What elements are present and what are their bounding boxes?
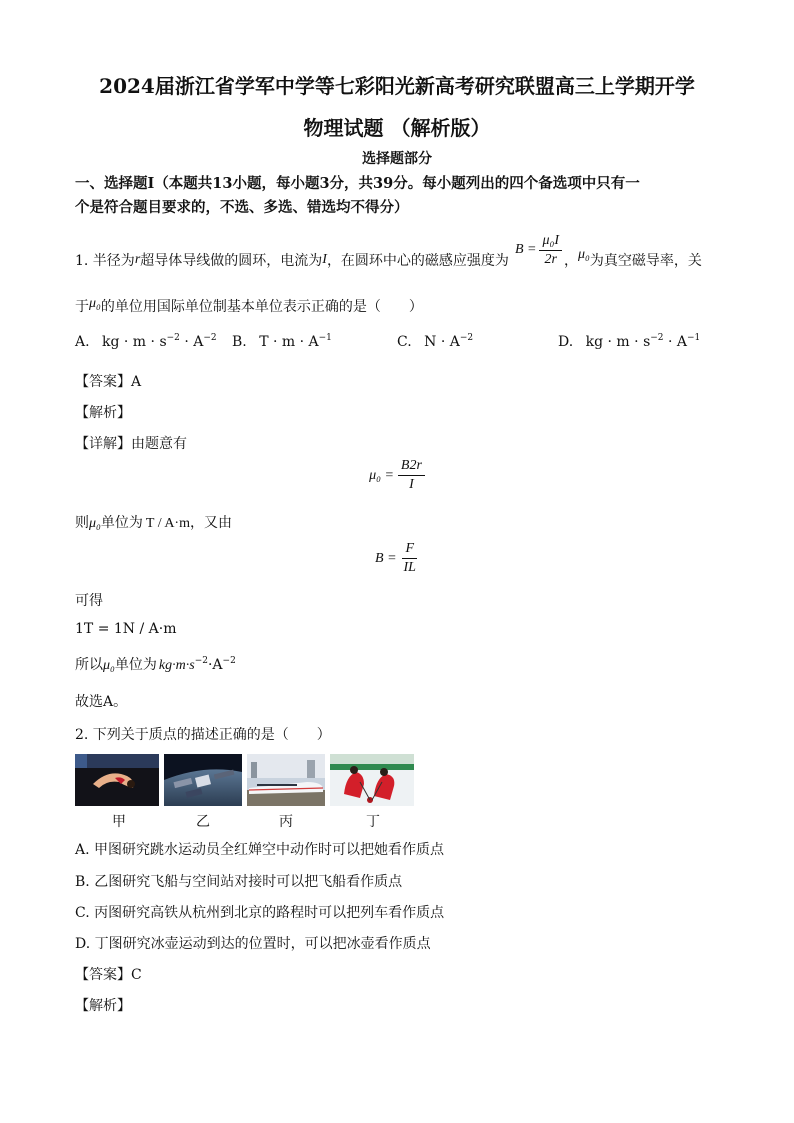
image-train xyxy=(247,754,325,806)
q1-then-b: 单位为 xyxy=(100,515,143,531)
q1-so-mid: ·A xyxy=(207,657,223,673)
q1-answer-tag: 【答案】 xyxy=(75,374,131,390)
section-label: 选择题部分 xyxy=(362,151,432,167)
q1-so-a: 所以 xyxy=(75,657,103,673)
q1-option-d-exp2: −1 xyxy=(687,333,701,343)
q1-equation-b xyxy=(0,541,794,576)
q1-option-b-letter: B. xyxy=(232,334,247,350)
q1-eq2-denominator: IL xyxy=(403,560,416,575)
q1-option-a-exp1: −2 xyxy=(166,333,180,343)
q1-formula-numerator: μ₀I xyxy=(539,233,562,251)
q1-then-mu0: μ₀ xyxy=(89,516,101,531)
q1-so-exp2: −2 xyxy=(222,656,236,666)
q1-detail-line xyxy=(75,433,187,453)
q1-formula-fraction xyxy=(539,233,562,268)
q2-analysis-tag: 【解析】 xyxy=(75,998,131,1014)
q1-analysis-tag: 【解析】 xyxy=(75,405,131,421)
q1-stem-part-a: 1. 半径为 xyxy=(75,253,135,269)
q1-comma: ， xyxy=(564,253,578,269)
q1-eq1-numerator: B2r xyxy=(398,458,425,476)
q1-option-b-exp1: −1 xyxy=(318,333,332,343)
q1-then-line xyxy=(75,512,232,532)
q1-then-c: ，又由 xyxy=(189,515,232,531)
train-illustration xyxy=(247,754,325,806)
q2-option-d: D. 丁图研究冰壶运动到达的位置时，可以把冰壶看作质点 xyxy=(75,936,431,952)
q1-option-a-base: kg · m · s xyxy=(102,334,167,350)
q1-option-d-mid: · A xyxy=(663,334,687,350)
q1-option-c-exp1: −2 xyxy=(459,333,474,343)
q1-so-b: 单位为 xyxy=(114,657,157,673)
q1-so-unit-base: kg·m·s xyxy=(158,658,195,673)
q1-option-a-letter: A. xyxy=(75,334,90,350)
question-1-stem-line1 xyxy=(75,232,702,288)
q1-radius-symbol: r xyxy=(134,252,141,267)
section-heading-line1: 一、选择题Ⅰ（本题共13小题，每小题3分，共39分。每小题列出的四个备选项中只有一 xyxy=(75,175,640,192)
q2-answer-value: C xyxy=(131,967,142,983)
q1-then-unit: T / A·m xyxy=(145,516,190,531)
q1-stem-part-e-post: 的单位用国际单位制基本单位表示正确的是（ ） xyxy=(100,299,423,315)
q1-current-symbol: I xyxy=(322,252,327,267)
q1-mu0-symbol: μ₀ xyxy=(578,247,590,262)
q1-option-d-letter: D. xyxy=(558,334,574,350)
q1-stem-part-e-pre: 于 xyxy=(75,299,89,315)
q1-stem-part-c: ，在圆环中心的磁感应强度为 xyxy=(326,253,509,269)
q1-eq2-fraction xyxy=(401,541,419,576)
q1-option-d xyxy=(558,334,700,350)
q1-option-a xyxy=(75,334,217,350)
question-1-stem-line2 xyxy=(75,296,423,316)
q1-so-line xyxy=(75,654,236,674)
q1-option-d-exp1: −2 xyxy=(650,333,664,343)
q1-eq1-denominator: I xyxy=(409,477,414,492)
q1-option-a-mid: · A xyxy=(179,334,204,350)
spacecraft-illustration xyxy=(164,754,242,806)
q1-formula-lhs: B = xyxy=(514,242,537,257)
q2-option-c: C. 丙图研究高铁从杭州到北京的路程时可以把列车看作质点 xyxy=(75,905,445,921)
q1-eq2-lhs: B = xyxy=(375,550,397,566)
q1-equation-mu0 xyxy=(0,458,794,493)
q2-answer-tag: 【答案】 xyxy=(75,967,131,983)
caption-jia: 甲 xyxy=(112,814,126,830)
image-diver xyxy=(75,754,159,806)
q1-option-c-base: N · A xyxy=(424,334,460,350)
q1-equation-tesla: 1T = 1N / A·m xyxy=(75,621,177,637)
q1-option-c-letter: C. xyxy=(397,334,412,350)
q1-then-a: 则 xyxy=(75,515,89,531)
q1-choose-text: 故选A。 xyxy=(75,694,128,710)
q1-detail-text: 由题意有 xyxy=(131,436,187,452)
q2-option-b: B. 乙图研究飞船与空间站对接时可以把飞船看作质点 xyxy=(75,874,403,890)
caption-ding: 丁 xyxy=(366,814,380,830)
q1-answer-value: A xyxy=(131,374,142,390)
caption-yi: 乙 xyxy=(196,814,210,830)
q1-option-a-exp2: −2 xyxy=(203,333,217,343)
q1-option-b-base: T · m · A xyxy=(259,334,319,350)
q1-field-formula xyxy=(515,233,562,268)
q1-eq1-lhs: μ₀ = xyxy=(369,467,394,483)
q1-mu0-symbol-2: μ₀ xyxy=(89,296,101,311)
document-title-line2: 物理试题 （解析版） xyxy=(303,116,491,140)
q1-formula-denominator: 2r xyxy=(544,251,557,267)
q2-answer-line xyxy=(75,964,142,984)
q1-detail-tag: 【详解】 xyxy=(75,436,131,452)
question-2-stem: 2. 下列关于质点的描述正确的是（ ） xyxy=(75,727,331,743)
q1-eq1-fraction xyxy=(398,458,425,493)
q1-so-mu0: μ₀ xyxy=(103,658,115,673)
section-heading-line2: 个是符合题目要求的，不选、多选、错选均不得分） xyxy=(75,199,409,216)
q1-option-d-base: kg · m · s xyxy=(585,334,651,350)
q1-thus-text: 可得 xyxy=(75,593,103,609)
q1-eq2-numerator: F xyxy=(402,541,417,559)
q1-option-c xyxy=(397,334,473,350)
diver-illustration xyxy=(75,754,159,806)
q1-stem-part-d: 为真空磁导率，关 xyxy=(589,253,702,269)
caption-bing: 丙 xyxy=(279,814,293,830)
curling-illustration xyxy=(330,754,414,806)
document-title-line1: 2024届浙江省学军中学等七彩阳光新高考研究联盟高三上学期开学 xyxy=(99,74,695,98)
image-curling xyxy=(330,754,414,806)
image-spacecraft xyxy=(164,754,242,806)
q1-so-exp1: −2 xyxy=(194,656,208,666)
q1-answer-line xyxy=(75,371,141,391)
q1-stem-part-b: 超导体导线做的圆环，电流为 xyxy=(140,253,323,269)
q2-option-a: A. 甲图研究跳水运动员全红婵空中动作时可以把她看作质点 xyxy=(75,842,445,858)
q1-option-b xyxy=(232,334,332,350)
